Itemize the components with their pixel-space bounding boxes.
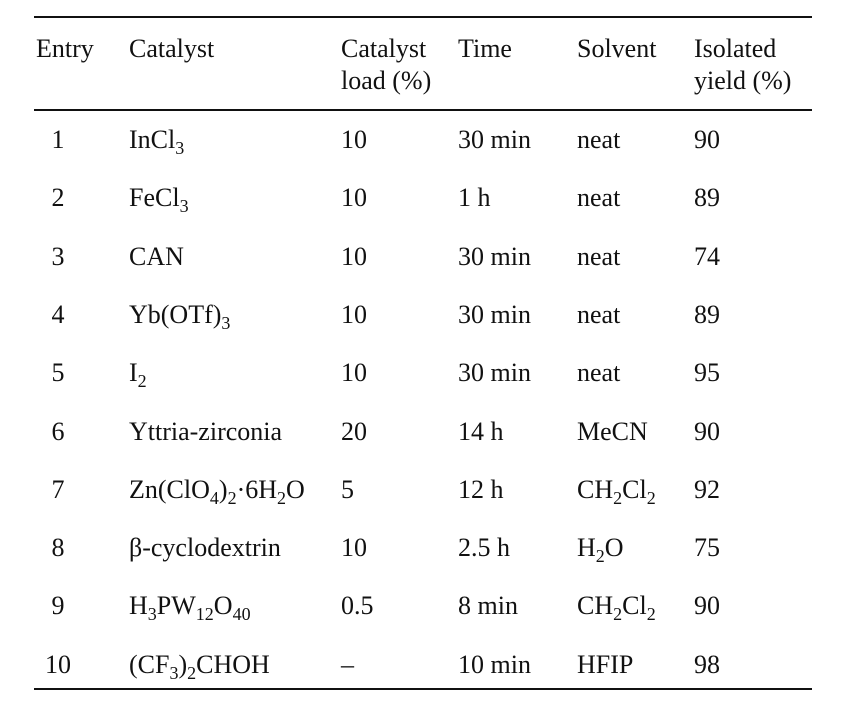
header-entry: Entry: [36, 34, 94, 63]
cell-catalyst: [129, 357, 147, 392]
catalyst-formula: [129, 533, 281, 562]
formula-text: CH: [577, 474, 614, 504]
cell-catalyst: [129, 590, 251, 625]
cell-catalyst: [129, 299, 230, 331]
formula-subscript: 40: [232, 604, 251, 625]
header-isolated-yield-line1: Isolated: [694, 34, 777, 63]
cell-solvent: [577, 182, 620, 214]
table-row: [0, 299, 842, 357]
cell-solvent: [577, 649, 633, 681]
cell-isolated-yield: 95: [694, 358, 720, 388]
table-row: [0, 590, 842, 648]
cell-catalyst-load: 10: [341, 241, 367, 271]
cell-solvent: [577, 299, 620, 331]
formula-text: CAN: [129, 241, 184, 271]
solvent-formula: [577, 358, 620, 387]
cell-time: 30 min: [458, 125, 531, 154]
formula-text: neat: [577, 125, 621, 154]
table-row: [0, 241, 842, 299]
formula-text: H: [577, 533, 596, 563]
cell-time: 8 min: [458, 591, 518, 621]
table-top-rule: [34, 16, 812, 18]
catalyst-formula: [129, 183, 189, 217]
formula-subscript: 2: [613, 604, 623, 625]
formula-text: β-cyclodextrin: [129, 533, 281, 563]
catalyst-formula: [129, 591, 251, 625]
header-catalyst-load: [341, 33, 431, 97]
header-time: Time: [458, 34, 512, 63]
formula-subscript: 3: [221, 312, 231, 333]
cell-solvent: [577, 474, 656, 506]
cell-entry: 9: [51, 591, 65, 621]
table-row: [0, 474, 842, 532]
table-header-rule: [34, 109, 812, 111]
formula-text: MeCN: [577, 416, 648, 446]
header-catalyst-load-line1: Catalyst: [341, 34, 427, 63]
header-isolated-yield-line2: yield (%): [694, 66, 792, 95]
cell-catalyst: [129, 416, 282, 448]
catalyst-formula: [129, 242, 184, 271]
cell-time: 30 min: [458, 358, 531, 388]
formula-subscript: 2: [595, 546, 605, 567]
cell-time: 30 min: [458, 299, 531, 329]
catalyst-formula: [129, 649, 270, 683]
formula-text: O: [604, 533, 624, 563]
formula-text: InCl: [129, 125, 176, 154]
cell-solvent: [577, 357, 620, 389]
cell-time: 10 min: [458, 649, 531, 679]
formula-text: ): [218, 474, 228, 504]
cell-catalyst: [129, 649, 270, 681]
cell-catalyst-load: 10: [341, 358, 367, 388]
cell-time: 30 min: [458, 241, 531, 271]
cell-time: 14 h: [458, 416, 504, 446]
cell-catalyst: [129, 124, 184, 156]
solvent-formula: [577, 417, 648, 446]
formula-text: neat: [577, 183, 621, 213]
formula-text: H: [129, 591, 148, 621]
formula-text: FeCl: [129, 183, 180, 213]
header-solvent: Solvent: [577, 34, 657, 63]
formula-text: Yb(OTf): [129, 299, 222, 329]
cell-isolated-yield: 89: [694, 299, 720, 329]
catalyst-formula: [129, 299, 231, 333]
cell-solvent: [577, 241, 620, 273]
formula-subscript: 2: [227, 487, 237, 508]
cell-time: 2.5 h: [458, 533, 510, 563]
table-row: [0, 416, 842, 474]
cell-entry: 10: [45, 649, 71, 679]
table-row: [0, 182, 842, 240]
cell-catalyst-load: 5: [341, 474, 354, 504]
cell-isolated-yield: 74: [694, 241, 720, 271]
cell-entry: 6: [51, 416, 65, 446]
formula-text: ): [178, 649, 188, 679]
cell-entry: 4: [51, 299, 65, 329]
solvent-formula: [577, 591, 656, 625]
formula-text: PW: [156, 591, 196, 621]
formula-subscript: 2: [613, 487, 623, 508]
cell-entry: 3: [51, 241, 65, 271]
table-row: [0, 357, 842, 415]
solvent-formula: [577, 474, 656, 508]
cell-catalyst-load: –: [341, 649, 354, 679]
cell-catalyst: [129, 241, 184, 273]
solvent-formula: [577, 242, 620, 271]
cell-isolated-yield: 90: [694, 416, 720, 446]
formula-subscript: 12: [195, 604, 214, 625]
header-isolated-yield: [694, 33, 791, 97]
formula-text: Zn(ClO: [129, 474, 210, 504]
cell-solvent: [577, 532, 624, 567]
formula-text: O: [213, 591, 233, 621]
cell-entry: 1: [51, 125, 65, 154]
cell-time: 12 h: [458, 474, 504, 504]
cell-catalyst-load: 10: [341, 533, 367, 563]
catalyst-formula: [129, 125, 185, 158]
formula-subscript: 2: [277, 487, 286, 508]
formula-subscript: 2: [137, 371, 147, 392]
cell-isolated-yield: 90: [694, 125, 720, 154]
formula-subscript: 3: [179, 196, 189, 217]
formula-text: CHOH: [196, 649, 270, 679]
formula-text: O: [286, 474, 305, 504]
formula-text: Yttria-zirconia: [129, 416, 283, 446]
cell-entry: 8: [51, 533, 65, 563]
cell-solvent: [577, 416, 648, 448]
cell-catalyst-load: 10: [341, 125, 367, 154]
formula-text: HFIP: [577, 649, 634, 679]
cell-catalyst: [129, 532, 281, 564]
formula-text: neat: [577, 358, 621, 388]
formula-text: neat: [577, 241, 621, 271]
cell-isolated-yield: 89: [694, 183, 720, 213]
formula-subscript: 2: [646, 487, 656, 508]
formula-subscript: 4: [209, 487, 219, 508]
formula-text: Cl: [622, 474, 647, 504]
formula-text: Cl: [622, 591, 647, 621]
formula-text: I: [129, 358, 138, 388]
cell-entry: 5: [51, 358, 65, 388]
cell-isolated-yield: 98: [694, 649, 720, 679]
cell-catalyst-load: 0.5: [341, 591, 374, 621]
table-bottom-rule: [34, 688, 812, 690]
solvent-formula: [577, 650, 633, 679]
cell-catalyst-load: 10: [341, 183, 367, 213]
cell-entry: 2: [51, 183, 65, 213]
solvent-formula: [577, 125, 620, 154]
formula-text: (CF: [129, 649, 170, 679]
table-row: [0, 124, 842, 182]
cell-entry: 7: [51, 474, 65, 504]
formula-text: neat: [577, 299, 621, 329]
table-row: [0, 532, 842, 590]
solvent-formula: [577, 300, 620, 329]
header-catalyst-load-line2: load (%): [341, 66, 432, 95]
catalyst-formula: [129, 417, 282, 446]
cell-isolated-yield: 92: [694, 474, 720, 504]
cell-time: 1 h: [458, 183, 491, 213]
cell-solvent: [577, 590, 656, 625]
cell-isolated-yield: 75: [694, 533, 720, 563]
catalyst-formula: [129, 358, 147, 392]
formula-subscript: 3: [169, 662, 179, 683]
formula-subscript: 2: [646, 604, 656, 625]
cell-catalyst: [129, 474, 305, 506]
formula-subscript: 2: [187, 662, 197, 683]
formula-text: CH: [577, 591, 614, 621]
formula-subscript: 3: [147, 604, 157, 625]
cell-catalyst-load: 20: [341, 416, 367, 446]
solvent-formula: [577, 183, 620, 212]
formula-text: ·6H: [236, 474, 277, 504]
solvent-formula: [577, 533, 624, 567]
cell-catalyst: [129, 182, 189, 217]
table-row: [0, 649, 842, 707]
cell-isolated-yield: 90: [694, 591, 720, 621]
cell-catalyst-load: 10: [341, 299, 367, 329]
header-catalyst: Catalyst: [129, 34, 215, 63]
catalyst-formula: [129, 474, 305, 508]
cell-solvent: [577, 124, 620, 156]
formula-subscript: 3: [175, 138, 185, 158]
